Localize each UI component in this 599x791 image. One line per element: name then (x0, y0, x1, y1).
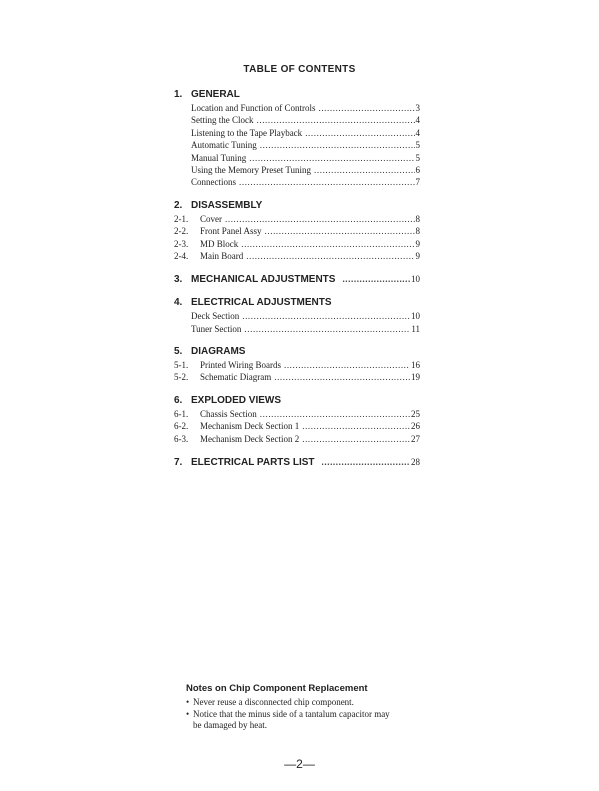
toc-entry (174, 359, 420, 371)
entry-title: Chassis Section (200, 408, 257, 419)
note-text: Notice that the minus side of a tantalum capacitor may (193, 708, 390, 719)
entry-number: 5-2. (174, 372, 189, 383)
section-title: DIAGRAMS (191, 346, 246, 358)
toc-entry (174, 433, 420, 445)
note-text: be damaged by heat. (193, 720, 267, 730)
dot-leader (302, 433, 410, 445)
dot-leader (241, 238, 414, 250)
entry-title: Mechanism Deck Section 1 (200, 421, 300, 432)
dot-leader (274, 371, 410, 383)
section-heading (174, 455, 420, 469)
page-ref: 19 (411, 372, 420, 383)
entry-title: Printed Wiring Boards (200, 360, 281, 371)
page-ref: 27 (411, 433, 420, 444)
page-ref: 9 (415, 238, 420, 249)
page-title: TABLE OF CONTENTS (243, 64, 356, 75)
entry-number: 2-2. (174, 226, 189, 237)
page-ref: 6 (415, 164, 420, 175)
section-title: ELECTRICAL PARTS LIST (191, 457, 315, 469)
toc-section (174, 296, 420, 335)
section-heading (174, 394, 420, 408)
page-ref: 9 (415, 250, 420, 261)
section-heading (174, 199, 420, 213)
entry-title: Tuner Section (191, 323, 242, 334)
entry-number: 6-2. (174, 421, 189, 432)
page-number: —2— (284, 757, 315, 771)
section-title: GENERAL (191, 89, 240, 100)
entry-number: 2-1. (174, 213, 189, 224)
page-ref: 5 (415, 140, 420, 151)
entry-title: Schematic Diagram (200, 372, 272, 383)
page-ref: 4 (415, 115, 420, 126)
page-ref: 28 (411, 457, 420, 468)
entry-title: Deck Section (191, 311, 240, 322)
entry-title: Main Board (200, 250, 244, 261)
section-number: 5. (174, 346, 183, 358)
section-title: ELECTRICAL ADJUSTMENTS (191, 297, 332, 309)
entry-number: 6-3. (174, 433, 189, 444)
notes-title: Notes on Chip Component Replacement (186, 683, 368, 694)
dot-leader (265, 225, 415, 237)
toc-section (174, 394, 420, 445)
section-number: 3. (174, 274, 183, 286)
entry-number: 2-3. (174, 238, 189, 249)
page-ref: 4 (415, 127, 420, 138)
note-line (186, 709, 436, 721)
toc-entry (174, 238, 420, 250)
page-ref: 3 (415, 103, 420, 113)
toc-section (174, 199, 420, 263)
toc-entry (174, 102, 420, 114)
page-ref: 26 (411, 421, 420, 432)
page-ref: 8 (415, 213, 420, 224)
entry-title: Manual Tuning (191, 152, 247, 163)
toc-entry (174, 225, 420, 237)
dot-leader (314, 164, 414, 176)
entry-title: Setting the Clock (191, 115, 254, 126)
dot-leader (260, 139, 415, 151)
note-line (186, 697, 436, 709)
toc-entry (174, 114, 420, 126)
dot-leader (260, 408, 410, 420)
dot-leader (246, 250, 414, 262)
section-heading (174, 88, 420, 102)
toc-entry (174, 164, 420, 176)
page-ref: 10 (411, 311, 420, 322)
toc-entry (174, 176, 420, 188)
entry-title: Connections (191, 177, 236, 188)
entry-number: 2-4. (174, 250, 189, 261)
dot-leader (284, 359, 410, 371)
entry-title: Automatic Tuning (191, 140, 257, 151)
entry-title: Listening to the Tape Playback (191, 127, 303, 138)
section-number: 6. (174, 394, 183, 406)
page-ref: 25 (411, 408, 420, 419)
section-number: 7. (174, 457, 183, 469)
dot-leader (249, 152, 414, 164)
section-heading (174, 345, 420, 359)
entry-title: Using the Memory Preset Tuning (191, 164, 312, 175)
page-ref: 11 (411, 323, 420, 334)
entry-title: Mechanism Deck Section 2 (200, 433, 300, 444)
dot-leader (244, 323, 410, 335)
entry-number: 5-1. (174, 360, 189, 371)
section-heading (174, 272, 420, 286)
dot-leader (242, 310, 410, 322)
toc-entry (174, 250, 420, 262)
entry-title: Cover (200, 213, 222, 224)
toc-entry (174, 139, 420, 151)
section-heading (174, 296, 420, 310)
notes-block (186, 683, 436, 732)
toc-entry (174, 408, 420, 420)
table-of-contents (174, 88, 420, 479)
toc-section (174, 272, 420, 286)
toc-entry (174, 420, 420, 432)
dot-leader (257, 114, 415, 126)
section-number: 4. (174, 297, 183, 309)
bullet: • (186, 697, 190, 707)
note-line (186, 720, 436, 732)
entry-title: Location and Function of Controls (191, 103, 316, 113)
page-ref: 7 (415, 177, 420, 188)
dot-leader (239, 176, 415, 188)
dot-leader (302, 420, 410, 432)
dot-leader (322, 455, 410, 469)
toc-entry (174, 371, 420, 383)
dot-leader (342, 272, 410, 286)
toc-entry (174, 127, 420, 139)
toc-entry (174, 310, 420, 322)
bullet: • (186, 708, 190, 719)
page-ref: 5 (415, 152, 420, 163)
section-number: 2. (174, 199, 183, 211)
dot-leader (225, 213, 415, 225)
entry-title: MD Block (200, 238, 239, 249)
toc-section (174, 455, 420, 469)
entry-number: 6-1. (174, 408, 189, 419)
entry-title: Front Panel Assy (200, 226, 262, 237)
toc-entry (174, 213, 420, 225)
section-number: 1. (174, 89, 183, 100)
toc-entry (174, 323, 420, 335)
section-title: MECHANICAL ADJUSTMENTS (191, 274, 336, 286)
dot-leader (305, 127, 414, 139)
page-ref: 10 (411, 274, 420, 285)
section-title: EXPLODED VIEWS (191, 394, 282, 406)
page-ref: 16 (411, 360, 420, 371)
dot-leader (318, 102, 414, 114)
page-ref: 8 (415, 226, 420, 237)
toc-entry (174, 152, 420, 164)
section-title: DISASSEMBLY (191, 199, 263, 211)
toc-section (174, 345, 420, 384)
toc-section (174, 88, 420, 189)
note-text: Never reuse a disconnected chip component. (193, 697, 354, 707)
